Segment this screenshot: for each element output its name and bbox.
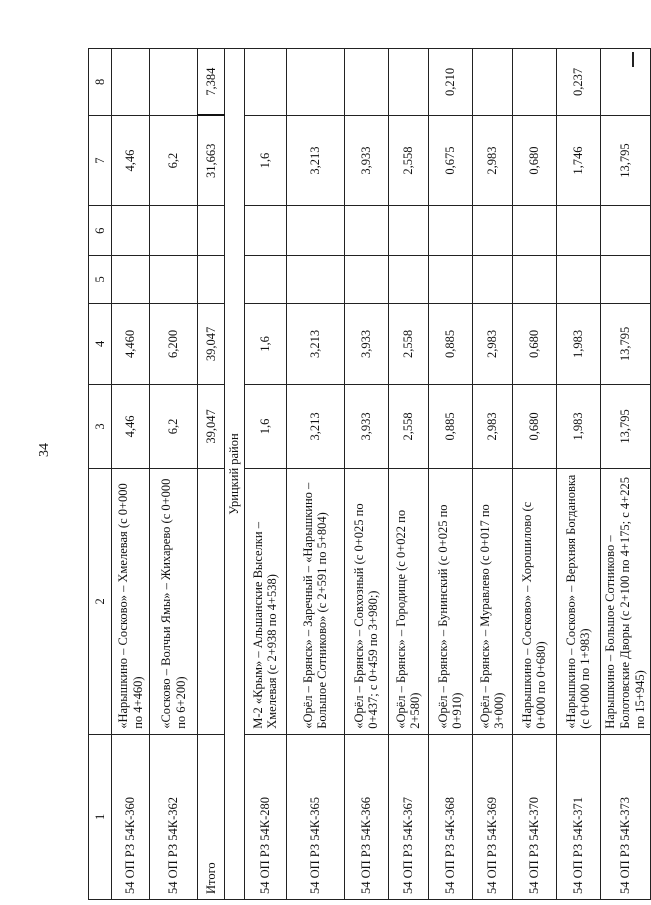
table-row (388, 49, 428, 900)
road-name-cell: «Орёл – Брянск» – Совхозный (с 0+025 по 0+437; с 0+459 по 3+980;) (344, 468, 388, 734)
col4-cell: 3,933 (344, 303, 388, 384)
column-number-1: 1 (89, 734, 112, 899)
col4-cell: 1,983 (556, 303, 600, 384)
table-container (88, 48, 647, 900)
col8-cell (286, 49, 344, 116)
column-number-3: 3 (89, 385, 112, 469)
road-name-cell: М-2 «Крым» – Альшанские Выселки – Хмелевая (с 2+938 по 4+538) (244, 468, 286, 734)
col6-cell (112, 206, 150, 256)
col5-cell (512, 256, 556, 304)
col4-cell: 2,983 (472, 303, 512, 384)
col4-cell: 0,885 (428, 303, 472, 384)
road-id-cell: 54 ОП РЗ 54К-373 (600, 734, 650, 899)
col4-cell: 3,213 (286, 303, 344, 384)
col6-cell (388, 206, 428, 256)
col3-cell: 4,46 (112, 385, 150, 469)
col4-cell: 6,200 (150, 303, 198, 384)
road-name-cell: Нарышкино – Большое Сотниково – Болотовские Дворы (с 2+100 по 4+175; с 4+225 по 15+945) (600, 468, 650, 734)
table-row (600, 49, 650, 900)
col8-cell (512, 49, 556, 116)
col8-cell: 0,210 (428, 49, 472, 116)
column-number-row (89, 49, 112, 900)
col5-cell (388, 256, 428, 304)
road-id-cell: 54 ОП РЗ 54К-362 (150, 734, 198, 899)
road-name-cell: «Нарышкино – Сосково» – Хмелевая (с 0+000 по 4+460) (112, 468, 150, 734)
col8-cell (344, 49, 388, 116)
road-id-cell: 54 ОП РЗ 54К-280 (244, 734, 286, 899)
col7-cell: 3,213 (286, 115, 344, 206)
col6-cell (244, 206, 286, 256)
col4-cell: 1,6 (244, 303, 286, 384)
col3-cell: 3,213 (286, 385, 344, 469)
road-name-cell: «Орёл – Брянск» – Бунинский (с 0+025 по 0+910) (428, 468, 472, 734)
col5-cell (112, 256, 150, 304)
col3-cell: 3,933 (344, 385, 388, 469)
col4-cell: 2,558 (388, 303, 428, 384)
total-cell (198, 256, 225, 304)
col4-cell: 4,460 (112, 303, 150, 384)
col6-cell (286, 206, 344, 256)
total-cell (198, 468, 225, 734)
road-id-cell: 54 ОП РЗ 54К-371 (556, 734, 600, 899)
col6-cell (512, 206, 556, 256)
col5-cell (244, 256, 286, 304)
col8-cell (600, 49, 650, 116)
col4-cell: 0,680 (512, 303, 556, 384)
col6-cell (344, 206, 388, 256)
col8-cell (472, 49, 512, 116)
col8-cell: 0,237 (556, 49, 600, 116)
col6-cell (428, 206, 472, 256)
table-row (556, 49, 600, 900)
table-row (428, 49, 472, 900)
table-row (512, 49, 556, 900)
road-id-cell: 54 ОП РЗ 54К-360 (112, 734, 150, 899)
road-id-cell: 54 ОП РЗ 54К-369 (472, 734, 512, 899)
road-id-cell: 54 ОП РЗ 54К-368 (428, 734, 472, 899)
road-name-cell: «Нарышкино – Сосково» – Верхняя Богдановка (с 0+000 по 1+983) (556, 468, 600, 734)
section-heading: Урицкий район (225, 49, 245, 900)
total-label: Итого (198, 734, 225, 899)
column-number-4: 4 (89, 303, 112, 384)
col7-cell: 2,983 (472, 115, 512, 206)
total-cell: 39,047 (198, 303, 225, 384)
col7-cell: 6,2 (150, 115, 198, 206)
page-number: 34 (37, 443, 52, 457)
rotated-table-wrapper (88, 48, 647, 900)
col6-cell (150, 206, 198, 256)
col7-cell: 2,558 (388, 115, 428, 206)
col5-cell (428, 256, 472, 304)
col8-cell (244, 49, 286, 116)
col8-cell (388, 49, 428, 116)
road-id-cell: 54 ОП РЗ 54К-370 (512, 734, 556, 899)
road-name-cell: «Орёл – Брянск» – Заречный – «Нарышкино – Большое Сотниково» (с 2+591 по 5+804) (286, 468, 344, 734)
road-name-cell: «Сосково – Волчьи Ямы» – Жихарево (с 0+000 по 6+200) (150, 468, 198, 734)
col3-cell: 2,558 (388, 385, 428, 469)
section-row (225, 49, 245, 900)
col5-cell (472, 256, 512, 304)
col7-cell: 1,6 (244, 115, 286, 206)
road-name-cell: «Нарышкино – Сосково» – Хорошилово (с 0+000 по 0+680) (512, 468, 556, 734)
col8-cell (150, 49, 198, 116)
column-number-7: 7 (89, 115, 112, 206)
col6-cell (556, 206, 600, 256)
col3-cell: 1,6 (244, 385, 286, 469)
col6-cell (600, 206, 650, 256)
total-cell: 39,047 (198, 385, 225, 469)
road-name-cell: «Орёл – Брянск» – Муравлево (с 0+017 по 3+000) (472, 468, 512, 734)
road-id-cell: 54 ОП РЗ 54К-366 (344, 734, 388, 899)
table-row (112, 49, 150, 900)
column-number-8: 8 (89, 49, 112, 116)
col5-cell (286, 256, 344, 304)
column-number-5: 5 (89, 256, 112, 304)
col7-cell: 4,46 (112, 115, 150, 206)
col5-cell (344, 256, 388, 304)
col8-cell (112, 49, 150, 116)
total-cell: 31,663 (198, 115, 225, 206)
road-name-cell: «Орёл – Брянск» – Городище (с 0+022 по 2+580) (388, 468, 428, 734)
col3-cell: 0,680 (512, 385, 556, 469)
col7-cell: 0,680 (512, 115, 556, 206)
column-number-2: 2 (89, 468, 112, 734)
road-id-cell: 54 ОП РЗ 54К-367 (388, 734, 428, 899)
col3-cell: 2,983 (472, 385, 512, 469)
road-id-cell: 54 ОП РЗ 54К-365 (286, 734, 344, 899)
table-row (244, 49, 286, 900)
road-register-table (88, 48, 651, 900)
col5-cell (600, 256, 650, 304)
col7-cell: 1,746 (556, 115, 600, 206)
col3-cell: 0,885 (428, 385, 472, 469)
col7-cell: 3,933 (344, 115, 388, 206)
col7-cell: 0,675 (428, 115, 472, 206)
total-cell (198, 206, 225, 256)
col6-cell (472, 206, 512, 256)
col4-cell: 13,795 (600, 303, 650, 384)
col5-cell (556, 256, 600, 304)
col5-cell (150, 256, 198, 304)
col3-cell: 1,983 (556, 385, 600, 469)
table-row (150, 49, 198, 900)
col3-cell: 6,2 (150, 385, 198, 469)
total-row (198, 49, 225, 900)
col3-cell: 13,795 (600, 385, 650, 469)
column-number-6: 6 (89, 206, 112, 256)
table-row (344, 49, 388, 900)
table-row (286, 49, 344, 900)
total-cell: 7,384 (198, 49, 225, 116)
col7-cell: 13,795 (600, 115, 650, 206)
table-row (472, 49, 512, 900)
